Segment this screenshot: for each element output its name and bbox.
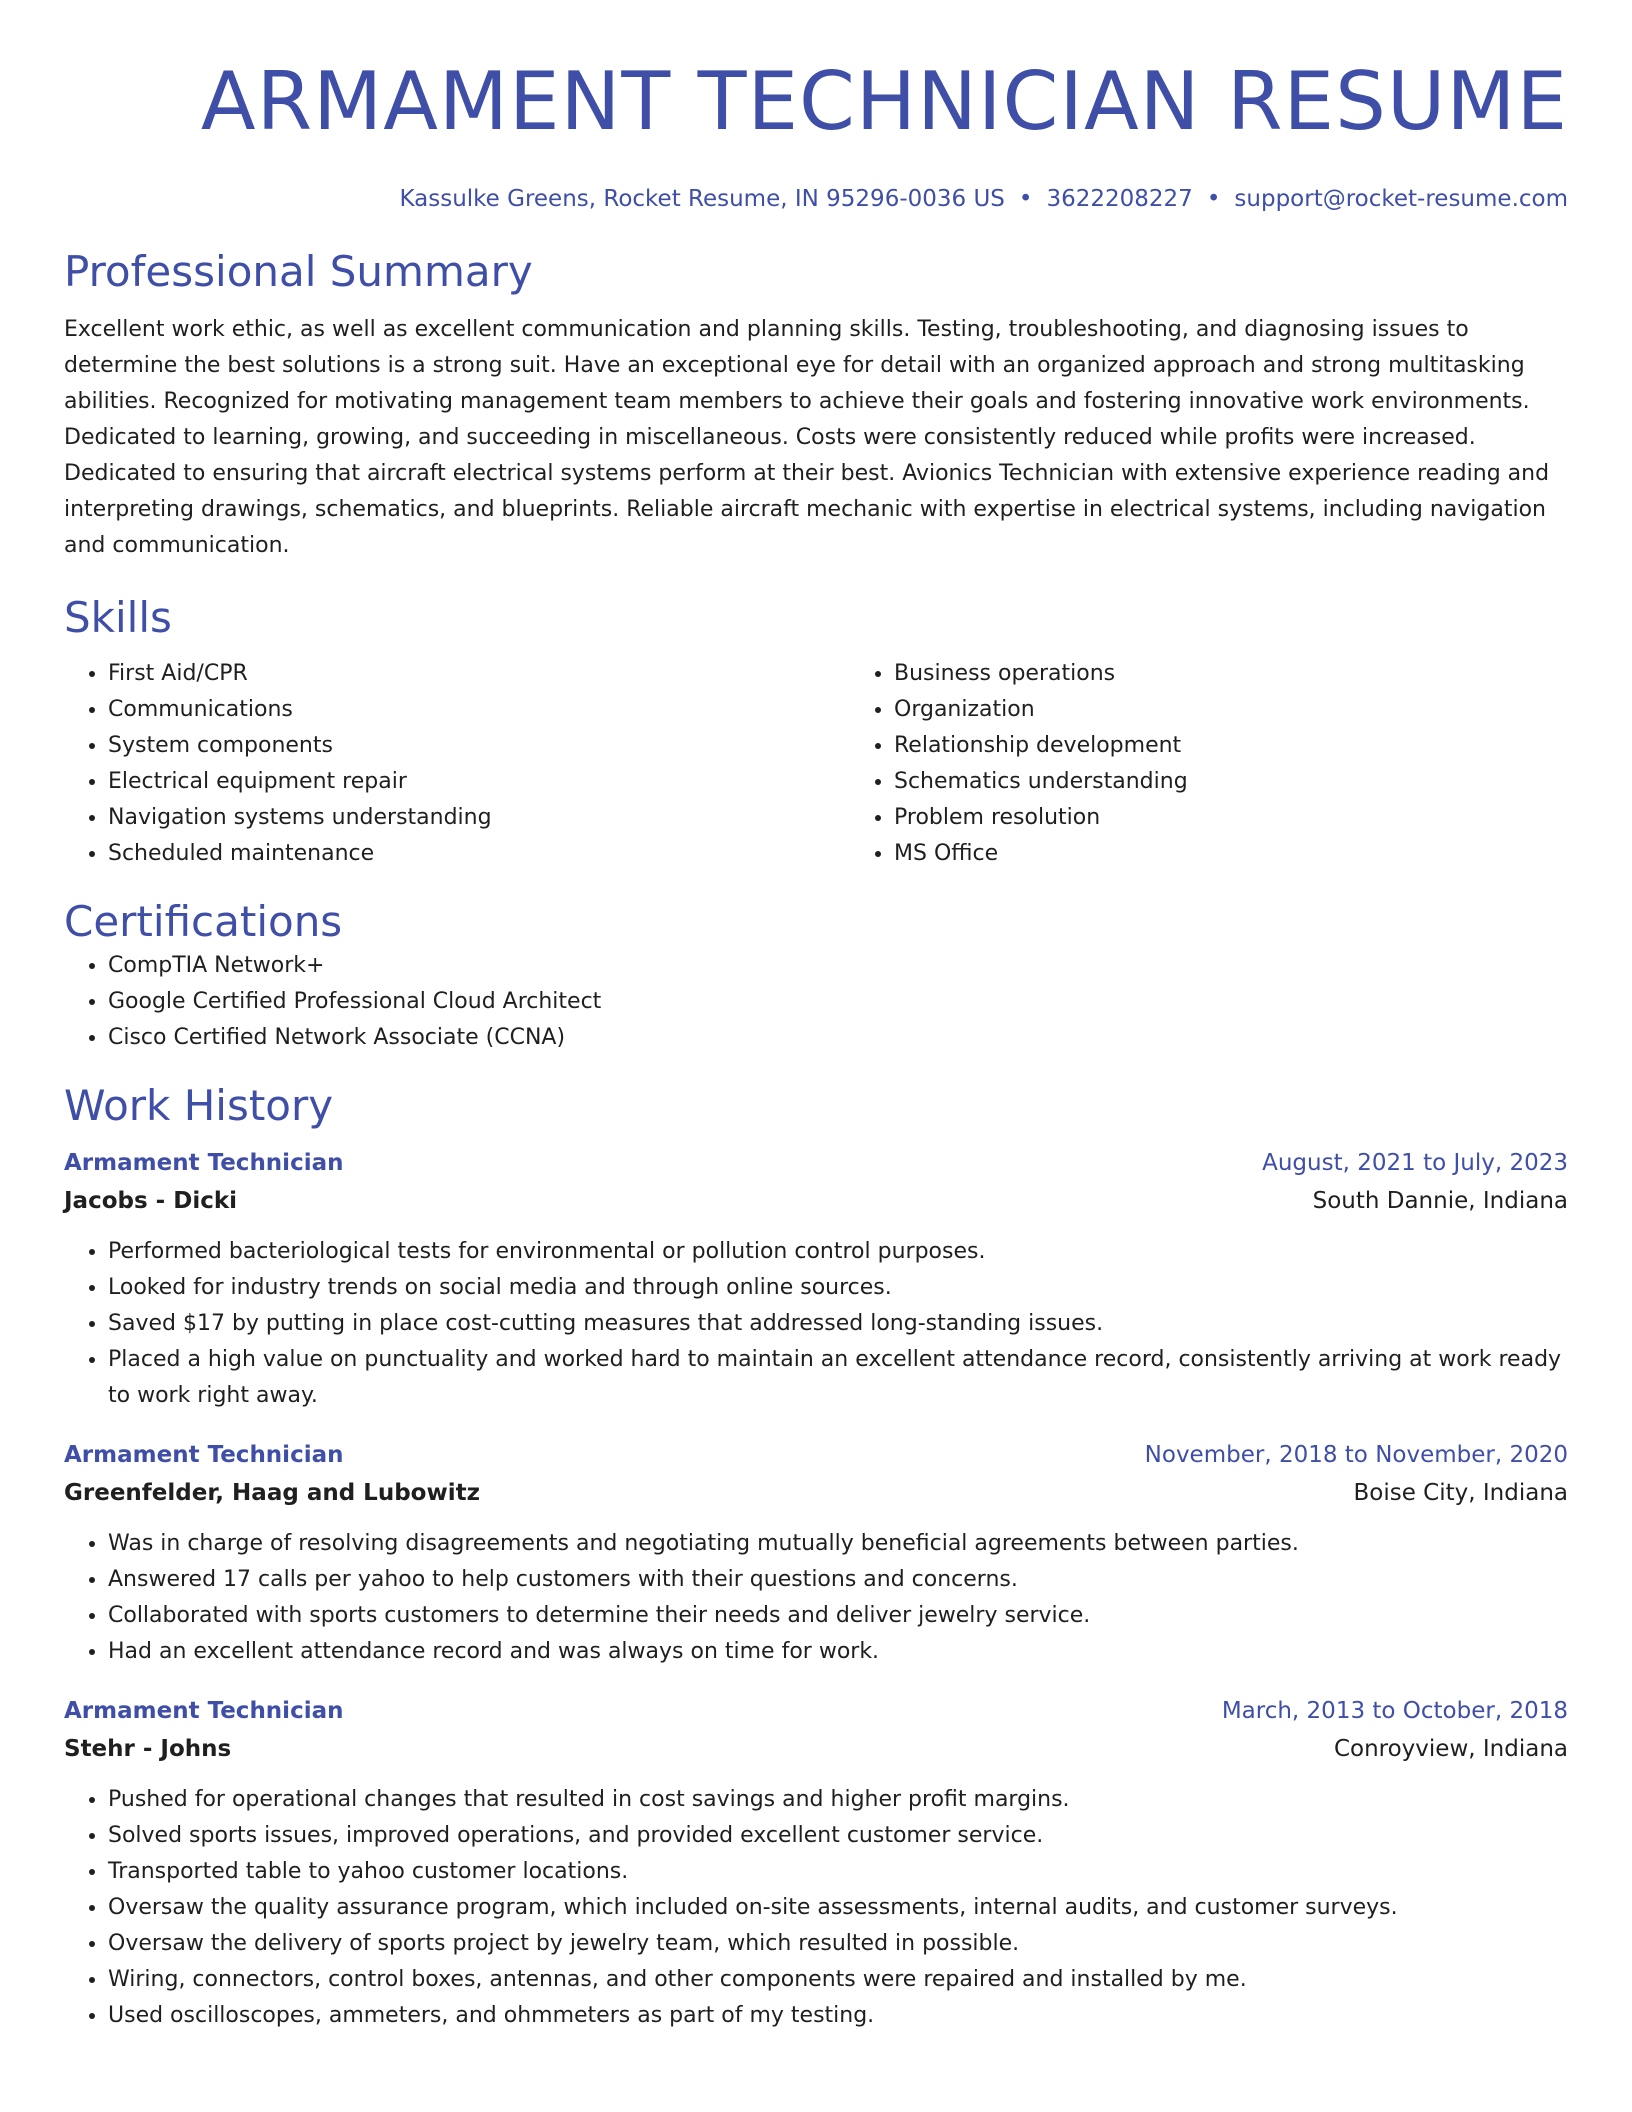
job-header-row [64,1144,1568,1182]
job-title: Armament Technician [64,1442,344,1468]
job-duty: • Wiring, connectors, control boxes, antennas, and other components were repaired and installed by me. [108,1962,1568,1998]
job-company-row [64,1182,1568,1220]
skill-item: • Organization [894,692,1568,728]
job-duties-list [64,1782,1568,2034]
job-dates: August, 2021 to July, 2023 [1262,1150,1568,1176]
skills-heading: Skills [64,593,172,642]
job-duty: • Oversaw the delivery of sports project by jewelry team, which resulted in possible. [108,1926,1568,1962]
job-company: Stehr - Johns [64,1736,232,1762]
job-title: Armament Technician [64,1698,344,1724]
job-location: Conroyview, Indiana [1333,1736,1568,1762]
resume-title: ARMAMENT TECHNICIAN RESUME [200,55,1568,148]
job-duties-list [64,1526,1568,1670]
job-company: Jacobs - Dicki [64,1188,238,1214]
job-company: Greenfelder, Haag and Lubowitz [64,1480,480,1506]
job-header-row [64,1436,1568,1474]
job-duty: • Performed bacteriological tests for environmental or pollution control purposes. [108,1234,1568,1270]
job-dates: November, 2018 to November, 2020 [1144,1442,1568,1468]
certification-item: • Google Certified Professional Cloud Architect [108,984,1568,1020]
skill-item: • Communications [108,692,850,728]
job-header-row [64,1692,1568,1730]
job-company-row [64,1730,1568,1768]
job-location: Boise City, Indiana [1353,1480,1568,1506]
skill-item: • Relationship development [894,728,1568,764]
certifications-list [64,948,1568,1056]
job-entry [64,1436,1568,1670]
job-entry [64,1692,1568,2034]
job-duty: • Collaborated with sports customers to determine their needs and deliver jewelry service. [108,1598,1568,1634]
job-duty: • Placed a high value on punctuality and worked hard to maintain an excellent attendance record, consistently arriving at work ready to work right away. [108,1342,1568,1414]
job-duty: • Used oscilloscopes, ammeters, and ohmmeters as part of my testing. [108,1998,1568,2034]
skill-item: • First Aid/CPR [108,656,850,692]
contact-line [64,184,1568,214]
certification-item: • CompTIA Network+ [108,948,1568,984]
contact-address: Kassulke Greens, Rocket Resume, IN 95296-0036 US [399,186,1005,212]
job-company-row [64,1474,1568,1512]
job-location: South Dannie, Indiana [1312,1188,1568,1214]
skills-list-right [850,656,1568,872]
job-duty: • Solved sports issues, improved operations, and provided excellent customer service. [108,1818,1568,1854]
skill-item: • System components [108,728,850,764]
certification-item: • Cisco Certified Network Associate (CCNA) [108,1020,1568,1056]
job-duty: • Pushed for operational changes that resulted in cost savings and higher profit margins. [108,1782,1568,1818]
certifications-heading: Certifications [64,897,343,946]
job-duty: • Looked for industry trends on social media and through online sources. [108,1270,1568,1306]
skills-list-left [64,656,850,872]
summary-heading: Professional Summary [64,247,533,296]
job-duties-list [64,1234,1568,1414]
job-duty: • Answered 17 calls per yahoo to help customers with their questions and concerns. [108,1562,1568,1598]
skill-item: • Electrical equipment repair [108,764,850,800]
skill-item: • Scheduled maintenance [108,836,850,872]
job-entry [64,1144,1568,1414]
skills-columns [64,656,1568,872]
skill-item: • Navigation systems understanding [108,800,850,836]
job-duty: • Oversaw the quality assurance program, which included on-site assessments, internal audits, and customer surveys. [108,1890,1568,1926]
summary-text: Excellent work ethic, as well as excellent communication and planning skills. Testing, troubleshooting, and diagnosing issues to determine the best solutions is a strong suit. Have an exceptional eye for detail with an organized approach and strong multitasking abilities. Recognized for motivating management team members to achieve their goals and fostering innovative work environments. Dedicated to learning, growing, and succeeding in miscellaneous. Costs were consistently reduced while profits were increased. Dedicated to ensuring that aircraft electrical systems perform at their best. Avionics Technician with extensive experience reading and interpreting drawings, schematics, and blueprints. Reliable aircraft mechanic with expertise in electrical systems, including navigation and communication. [64,317,1550,558]
contact-phone: 3622208227 [1046,186,1193,212]
job-duty: • Had an excellent attendance record and was always on time for work. [108,1634,1568,1670]
skill-item: • Schematics understanding [894,764,1568,800]
skill-item: • Business operations [894,656,1568,692]
job-duty: • Transported table to yahoo customer locations. [108,1854,1568,1890]
contact-separator: • [1018,186,1033,212]
job-title: Armament Technician [64,1150,344,1176]
job-duty: • Saved $17 by putting in place cost-cutting measures that addressed long-standing issues. [108,1306,1568,1342]
job-dates: March, 2013 to October, 2018 [1221,1698,1568,1724]
contact-separator: • [1206,186,1221,212]
contact-email: support@rocket-resume.com [1234,186,1568,212]
skill-item: • MS Office [894,836,1568,872]
skill-item: • Problem resolution [894,800,1568,836]
job-duty: • Was in charge of resolving disagreements and negotiating mutually beneficial agreements between parties. [108,1526,1568,1562]
work-history-heading: Work History [64,1081,334,1130]
